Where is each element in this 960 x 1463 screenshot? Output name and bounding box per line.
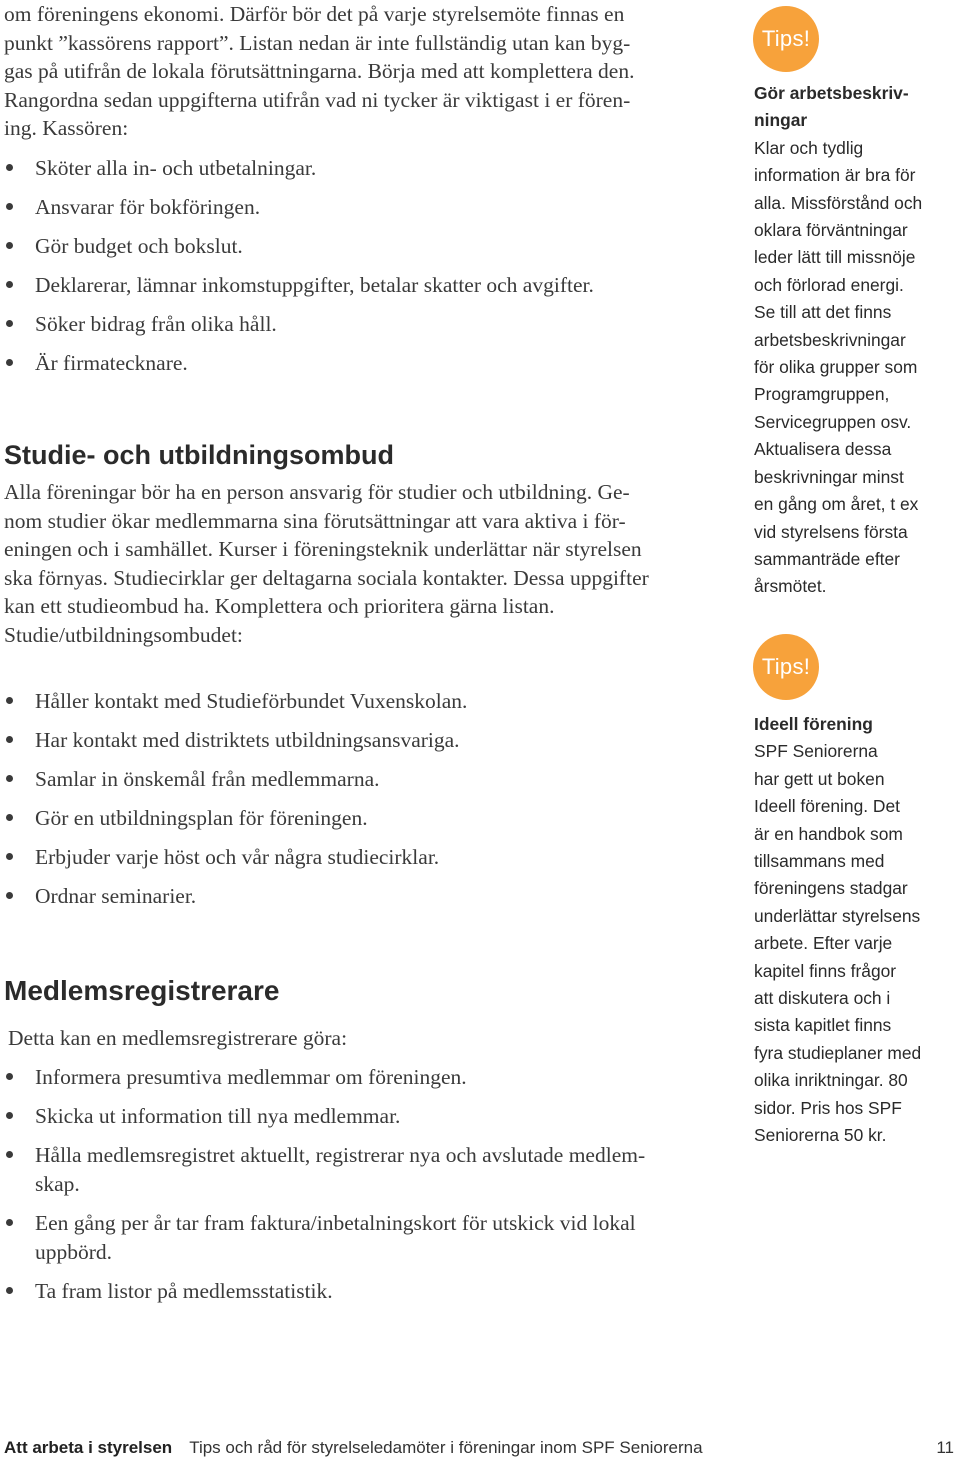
tip-line: vid styrelsens första [754, 521, 908, 542]
study-heading: Studie- och utbildningsombud [4, 440, 394, 470]
tip-line: föreningens stadgar [754, 878, 908, 899]
text-line: ing. Kassören: [4, 116, 129, 141]
bullet-icon [6, 736, 13, 743]
tip-line: beskrivningar minst [754, 466, 904, 487]
list-item: Sköter alla in- och utbetalningar. [4, 154, 724, 183]
footer-title: Att arbeta i styrelsen [4, 1438, 173, 1457]
list-item: Håller kontakt med Studieförbundet Vuxenskolan. [4, 687, 724, 716]
tip-line: sista kapitlet finns [754, 1015, 892, 1036]
study-paragraph [4, 478, 724, 650]
cashier-task-list [4, 154, 724, 378]
tip-line: olika inriktningar. 80 [754, 1070, 908, 1091]
list-item: Erbjuder varje höst och vår några studiecirklar. [4, 843, 724, 872]
members-task-list [4, 1063, 724, 1306]
text-line: nom studier ökar medlemmarna sina förutsättningar att vara aktiva i för- [4, 508, 626, 533]
tips-badge: Tips! [753, 6, 819, 72]
tip-line: sammanträde efter [754, 548, 900, 569]
text-line: gas på utifrån de lokala förutsättningarna. Börja med att komplettera den. [4, 59, 635, 84]
bullet-icon [6, 320, 13, 327]
list-item: Samlar in önskemål från medlemmarna. [4, 765, 724, 794]
bullet-icon [6, 814, 13, 821]
list-item: Deklarerar, lämnar inkomstuppgifter, betalar skatter och avgifter. [4, 271, 724, 300]
list-item: Informera presumtiva medlemmar om föreningen. [4, 1063, 724, 1092]
tip-line: Servicegruppen osv. [754, 411, 912, 432]
bullet-icon [6, 203, 13, 210]
tip-line: Ideell förening. Det [754, 796, 900, 817]
text-line: kan ett studieombud ha. Komplettera och prioritera gärna listan. [4, 594, 555, 619]
bullet-icon [6, 1151, 13, 1158]
bullet-icon [6, 1287, 13, 1294]
list-item: Skicka ut information till nya medlemmar. [4, 1102, 724, 1131]
tip-title-line: Gör arbetsbeskriv- [754, 83, 909, 103]
tip-line: Seniorerna 50 kr. [754, 1125, 887, 1146]
tip-line: Programgruppen, [754, 384, 890, 405]
tip-line: leder lätt till missnöje [754, 247, 916, 268]
tips-badge: Tips! [753, 634, 819, 700]
tip-line: arbete. Efter varje [754, 933, 893, 954]
tip-line: fyra studieplaner med [754, 1042, 922, 1063]
tip-line: sidor. Pris hos SPF [754, 1097, 902, 1118]
text-line: om föreningens ekonomi. Därför bör det på varje styrelsemöte finnas en [4, 2, 625, 26]
bullet-icon [6, 359, 13, 366]
text-line: punkt ”kassörens rapport”. Listan nedan är inte fullständig utan kan byg- [4, 30, 631, 55]
list-item: Een gång per år tar fram faktura/inbetalningskort för utskick vid lokal uppbörd. [4, 1209, 724, 1267]
bullet-icon [6, 892, 13, 899]
list-item: Har kontakt med distriktets utbildningsansvariga. [4, 726, 724, 755]
bullet-icon [6, 775, 13, 782]
tip-box-job-descriptions [754, 80, 954, 601]
tip-line: Aktualisera dessa [754, 439, 892, 460]
tip-title-line: Ideell förening [754, 714, 873, 734]
tip-line: tillsammans med [754, 851, 885, 872]
tip-line: Se till att det finns [754, 302, 892, 323]
members-intro: Detta kan en medlemsregistrerare göra: [8, 1026, 348, 1050]
study-task-list [4, 687, 724, 911]
text-line: Studie/utbildningsombudet: [4, 622, 243, 647]
tip-line: har gett ut boken [754, 768, 885, 789]
tip-line: och förlorad energi. [754, 274, 904, 295]
tip-line: alla. Missförstånd och [754, 192, 923, 213]
bullet-icon [6, 164, 13, 171]
tip-box-ideal-association [754, 711, 954, 1150]
tip-line: underlättar styrelsens [754, 905, 921, 926]
tip-line: årsmötet. [754, 576, 827, 597]
bullet-icon [6, 1219, 13, 1226]
tip-line: kapitel finns frågor [754, 960, 897, 981]
list-item: Gör budget och bokslut. [4, 232, 724, 261]
list-item: Söker bidrag från olika håll. [4, 310, 724, 339]
tip-title-line: ningar [754, 110, 808, 131]
members-heading: Medlemsregistrerare [4, 975, 280, 1006]
list-item: Ta fram listor på medlemsstatistik. [4, 1277, 724, 1306]
tip-line: oklara förväntningar [754, 220, 908, 241]
bullet-icon [6, 697, 13, 704]
intro-paragraph [4, 0, 724, 143]
list-item: Ordnar seminarier. [4, 882, 724, 911]
bullet-icon [6, 1112, 13, 1119]
tip-line: arbetsbeskrivningar [754, 329, 906, 350]
page-footer [4, 1433, 954, 1463]
tip-line: Klar och tydlig [754, 137, 864, 158]
tip-line: för olika grupper som [754, 357, 918, 378]
tip-line: är en handbok som [754, 823, 903, 844]
page-number: 11 [936, 1438, 954, 1457]
list-item: Hålla medlemsregistret aktuellt, registrerar nya och avslutade medlem- skap. [4, 1141, 724, 1199]
text-line: Alla föreningar bör ha en person ansvarig för studier och utbildning. Ge- [4, 480, 630, 504]
list-item: Är firmatecknare. [4, 349, 724, 378]
footer-subtitle: Tips och råd för styrelseledamöter i föreningar inom SPF Seniorerna [189, 1438, 703, 1457]
tip-line: SPF Seniorerna [754, 741, 878, 762]
text-line: ska förnyas. Studiecirklar ger deltagarna sociala kontakter. Dessa uppgifter [4, 565, 649, 590]
bullet-icon [6, 1073, 13, 1080]
tip-line: en gång om året, t ex [754, 494, 919, 515]
text-line: Rangordna sedan uppgifterna utifrån vad ni tycker är viktigast i er fören- [4, 87, 631, 112]
bullet-icon [6, 281, 13, 288]
list-item: Gör en utbildningsplan för föreningen. [4, 804, 724, 833]
tip-line: att diskutera och i [754, 988, 891, 1009]
text-line: eningen och i samhället. Kurser i föreningsteknik underlättar när styrelsen [4, 537, 642, 562]
bullet-icon [6, 242, 13, 249]
bullet-icon [6, 853, 13, 860]
list-item: Ansvarar för bokföringen. [4, 193, 724, 222]
tip-line: information är bra för [754, 165, 916, 186]
